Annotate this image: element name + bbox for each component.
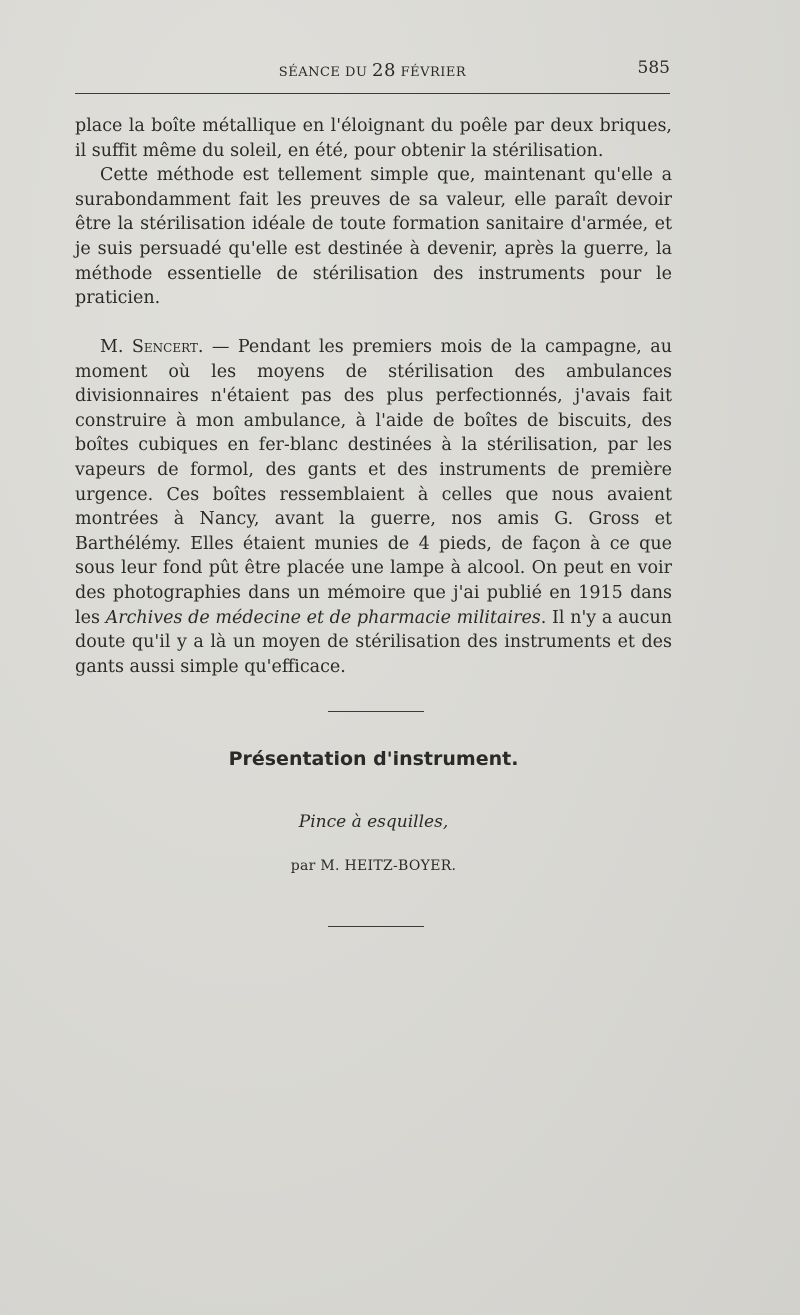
running-title-month: FÉVRIER bbox=[395, 65, 467, 80]
running-title-day: 28 bbox=[372, 60, 396, 81]
journal-title: Archives de médecine et de pharmacie militaires bbox=[105, 607, 541, 628]
section-title: Présentation d'instrument. bbox=[228, 748, 519, 770]
section-subtitle: Pince à esquilles, bbox=[298, 812, 449, 832]
header-rule bbox=[75, 93, 670, 94]
paragraph-3-text-b: . Il n'y a aucun doute qu'il y a là un moyen de stérilisation des instruments et des gants aussi simple qu'efficace. bbox=[75, 607, 672, 677]
paragraph-1: place la boîte métallique en l'éloignant du poêle par deux briques, il suffit même du soleil, en été, pour obtenir la stérilisation. bbox=[75, 116, 672, 161]
section-divider-top bbox=[328, 711, 424, 712]
paragraph-2: Cette méthode est tellement simple que, maintenant qu'elle a surabondamment fait les preuves de sa valeur, elle paraît devoir être la stérilisation idéale de toute formation sanitaire d'armée, et je suis persuadé qu'elle est destinée à devenir, après la guerre, la méthode essentielle de stérilisation des instruments pour le praticien. bbox=[75, 165, 672, 309]
text-block-1 bbox=[75, 114, 672, 311]
running-title bbox=[75, 60, 670, 81]
paragraph-3 bbox=[75, 335, 672, 679]
section-divider-bottom bbox=[328, 926, 424, 927]
running-title-pre: SÉANCE DU bbox=[278, 65, 373, 80]
text-block-2 bbox=[75, 335, 672, 679]
speaker-name: M. Sencert. bbox=[100, 337, 204, 357]
running-head bbox=[75, 58, 670, 80]
page-number: 585 bbox=[637, 58, 670, 78]
section-byline: par M. HEITZ-BOYER. bbox=[290, 858, 457, 874]
paragraph-3-text-a: — Pendant les premiers mois de la campagne, au moment où les moyens de stérilisation des ambulances divisionnaires n'étaient pas des plus perfectionnés, j'avais fait construire à mon ambulance, à l'aide de boîtes de biscuits, des boîtes cubiques en fer-blanc destinées à la stérilisation, par les vapeurs de formol, des gants et des instruments de première urgence. Ces boîtes ressemblaient à celles que nous avaient montrées à Nancy, avant la guerre, nos amis G. Gross et Barthélémy. Elles étaient munies de 4 pieds, de façon à ce que sous leur fond pût être placée une lampe à alcool. On peut en voir des photographies dans un mémoire que j'ai publié en 1915 dans les bbox=[75, 337, 673, 628]
